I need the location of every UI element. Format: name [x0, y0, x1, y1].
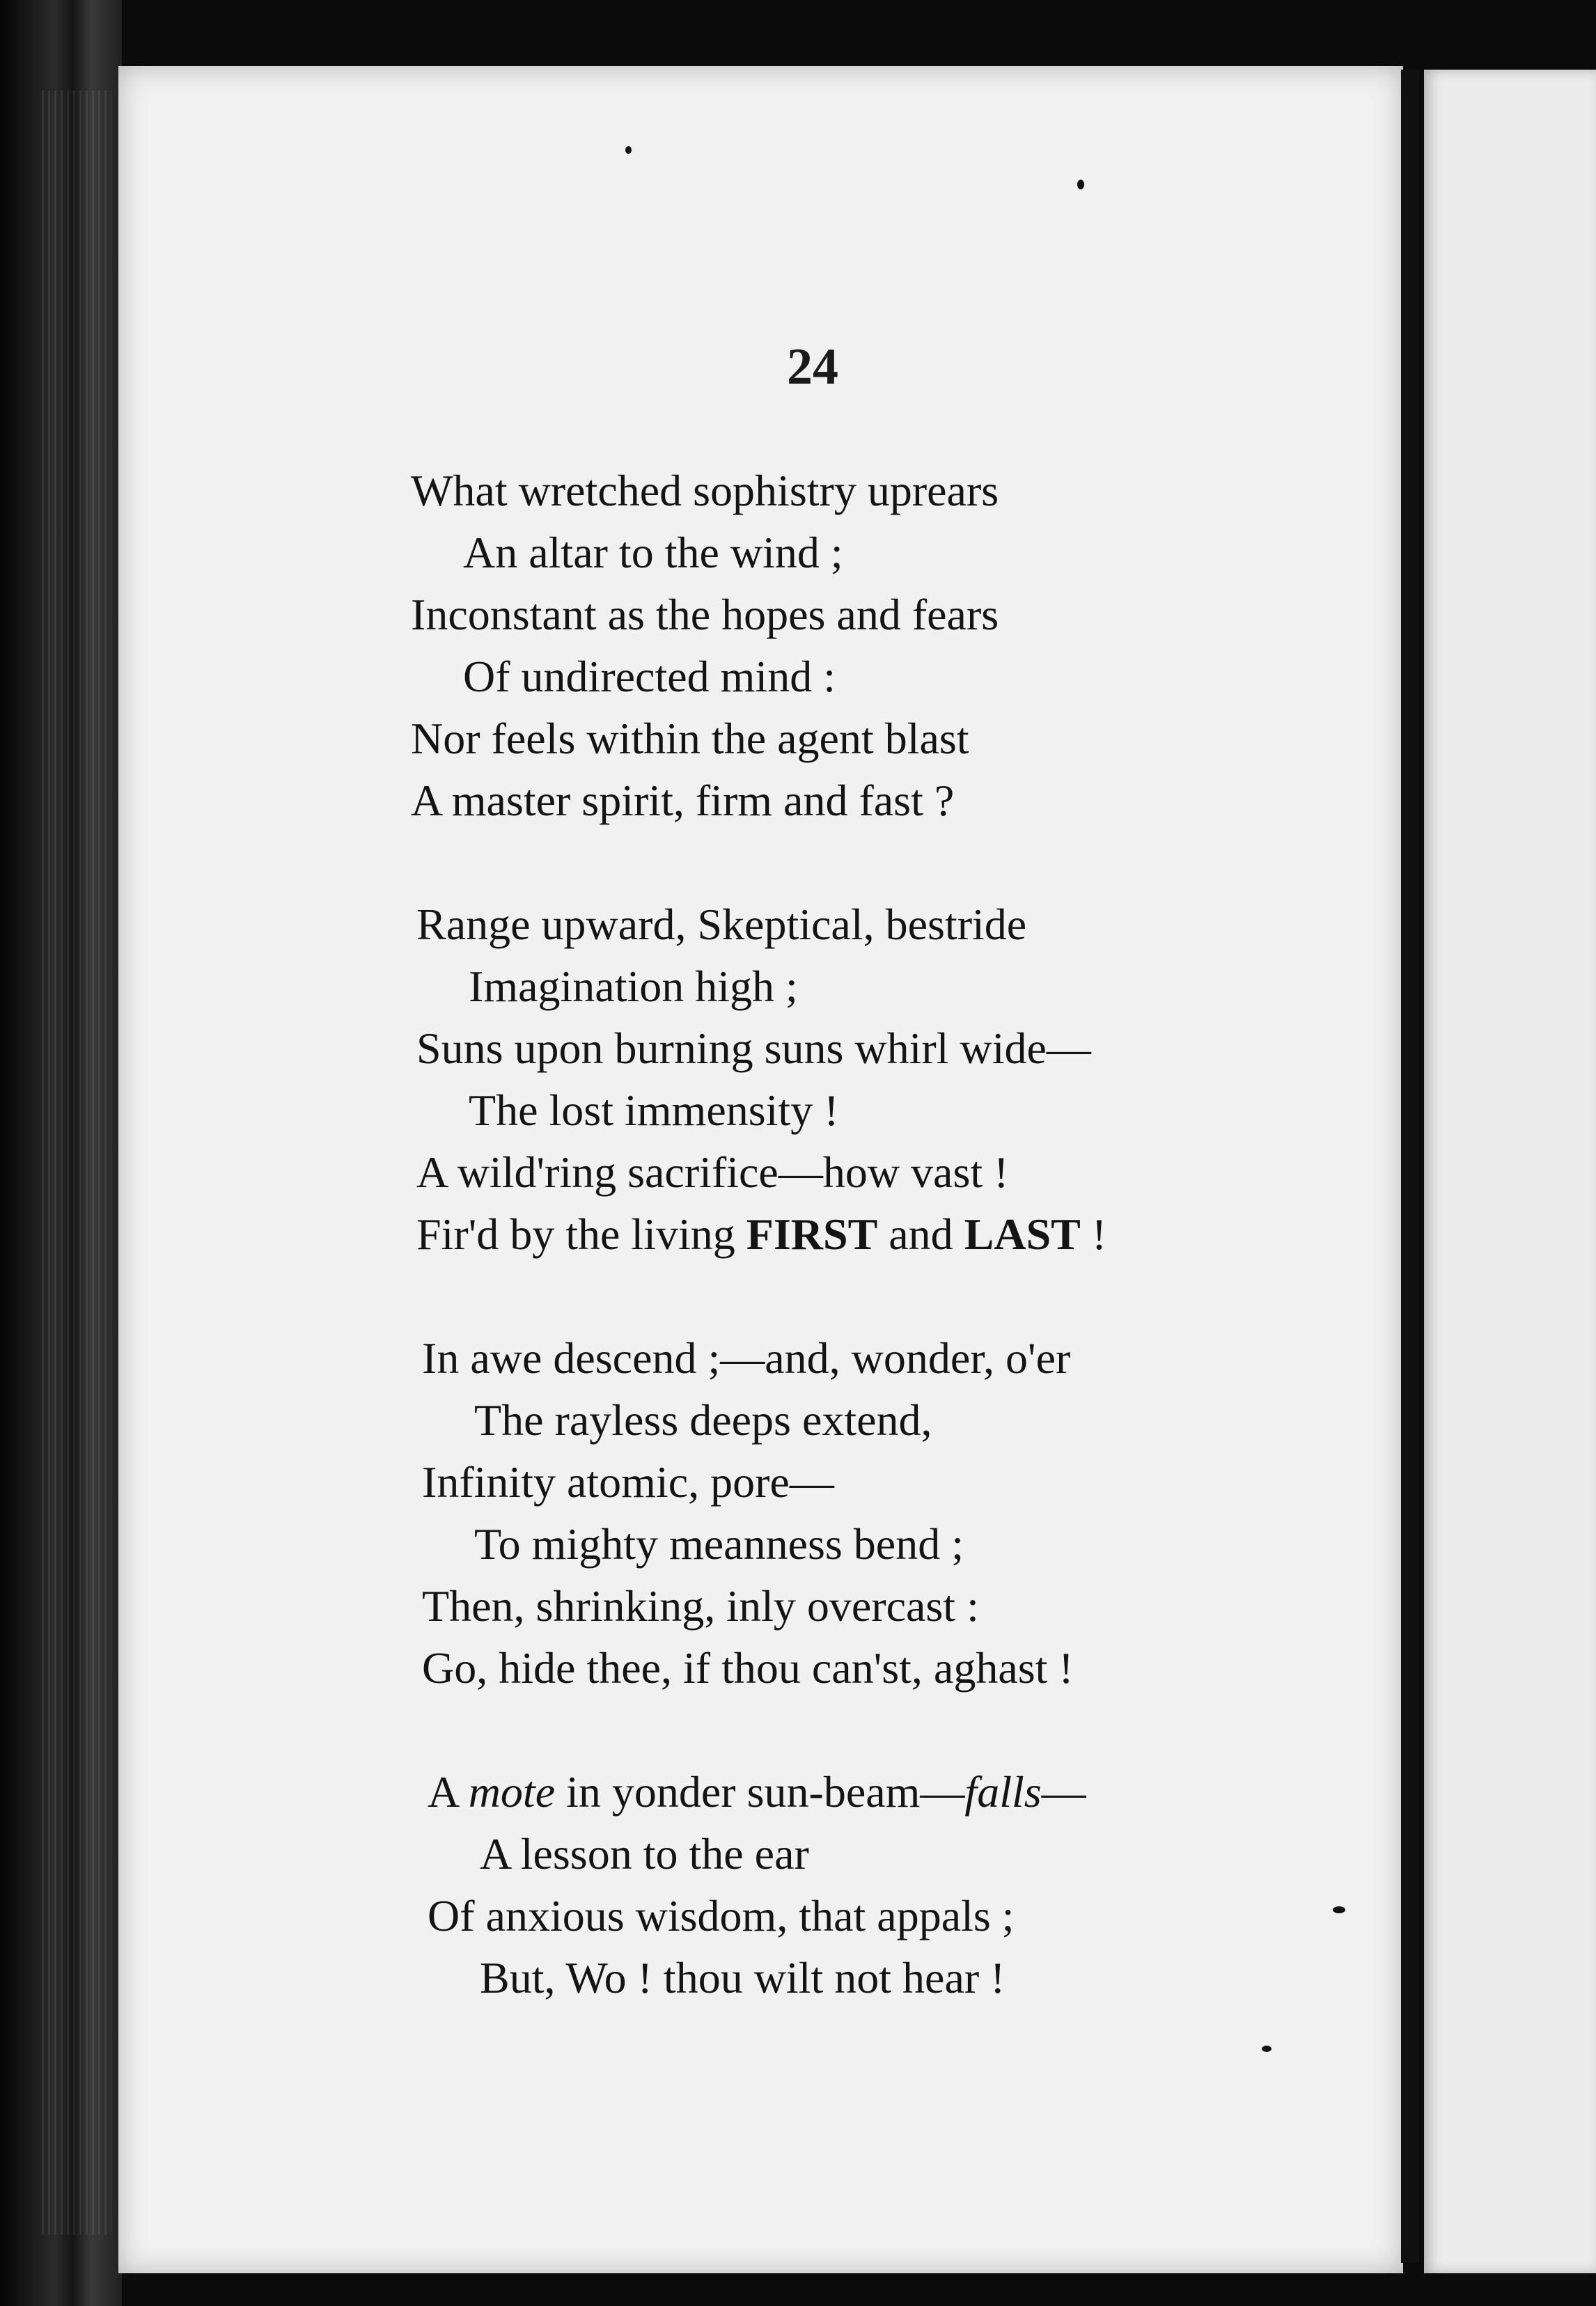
poem-line: To mighty meanness bend ; — [474, 1519, 964, 1569]
emphasized-word-last: LAST — [964, 1209, 1081, 1259]
poem-line: Of anxious wisdom, that appals ; — [428, 1891, 1015, 1940]
poem-line: Suns upon burning suns whirl wide— — [416, 1023, 1091, 1073]
poem-line: In awe descend ;—and, wonder, o'er — [422, 1333, 1071, 1383]
poem-line: Nor feels within the agent blast — [411, 714, 969, 763]
poem-line-start: A — [428, 1767, 469, 1817]
italic-word-falls: falls — [964, 1767, 1042, 1817]
poem-line-middle: in yonder sun-beam— — [555, 1767, 965, 1817]
binding-texture — [42, 91, 111, 2235]
ink-speck — [1077, 180, 1084, 189]
poem-line: A master spirit, firm and fast ? — [411, 776, 955, 825]
poem-line-start: Fir'd by the living — [416, 1209, 746, 1259]
stanza-1 — [411, 460, 1400, 831]
poem-line: An altar to the wind ; — [463, 528, 843, 577]
poem-line — [416, 1203, 1400, 1265]
poem-line: Of undirected mind : — [463, 652, 836, 701]
page-number: 24 — [787, 338, 838, 395]
poem-line — [428, 1761, 1400, 1823]
poem-conjunction: and — [877, 1209, 964, 1259]
poem-line: But, Wo ! thou wilt not hear ! — [480, 1953, 1006, 2002]
stanza-4 — [411, 1761, 1400, 2009]
poem-line-end: — — [1041, 1767, 1086, 1817]
poem-line: Inconstant as the hopes and fears — [411, 590, 999, 639]
poem-line: The lost immensity ! — [469, 1085, 839, 1135]
ink-speck — [625, 146, 632, 154]
poem-line: Go, hide thee, if thou can'st, aghast ! — [422, 1643, 1074, 1693]
stanza-2 — [411, 893, 1400, 1265]
poem-line: What wretched sophistry uprears — [411, 466, 999, 515]
poem-line: Range upward, Skeptical, bestride — [416, 900, 1027, 949]
poem-line: The rayless deeps extend, — [474, 1395, 932, 1445]
poem-line: Imagination high ; — [469, 962, 798, 1011]
facing-page-edge — [1424, 70, 1596, 2273]
poem-line: Then, shrinking, inly overcast : — [422, 1581, 979, 1631]
poem-line-end: ! — [1080, 1209, 1107, 1259]
poem-line: A lesson to the ear — [480, 1829, 809, 1878]
stanza-3 — [411, 1327, 1400, 1699]
poem-line: Infinity atomic, pore— — [422, 1457, 834, 1507]
italic-word-mote: mote — [468, 1767, 556, 1817]
poem-line: A wild'ring sacrifice—how vast ! — [416, 1147, 1009, 1197]
poem-text — [411, 460, 1400, 2071]
emphasized-word-first: FIRST — [746, 1209, 878, 1259]
page-gutter — [1401, 70, 1419, 2263]
